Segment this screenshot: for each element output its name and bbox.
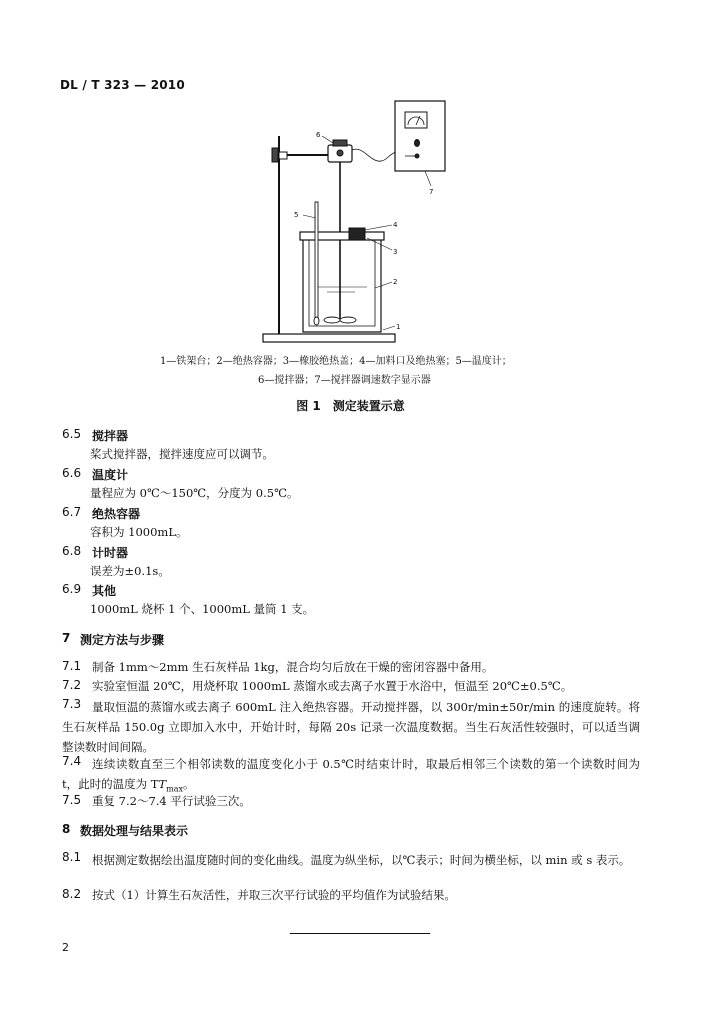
callout-3: 3 [393,248,398,256]
chapter-number: 8 [62,822,71,836]
item-text: 连续读数直至三个相邻读数的温度变化小于 0.5℃时结束计时，取最后相邻三个读数的第一个读数时间为 t，此时的温度为 $TT_{max}$。 [62,757,640,794]
item-text: 重复 7.2～7.4 平行试验三次。 [92,794,251,808]
callout-1: 1 [396,323,401,331]
footer-separator [290,933,430,934]
section-body: 误差为±0.1s。 [90,564,170,578]
feed-port-plug [349,228,365,240]
item-number: 7.5 [62,793,82,807]
section-title: 计时器 [92,546,129,560]
apparatus-diagram [255,98,455,348]
section-body: 容积为 1000mL。 [90,525,188,539]
section-number: 6.6 [62,466,82,480]
section-body: 桨式搅拌器，搅拌速度应可以调节。 [90,447,274,461]
standard-code-header: DL / T 323 — 2010 [60,78,185,92]
figure-caption-line2: 6—搅拌器；7—搅拌器调速数字显示器 [258,375,431,386]
item-text: 量取恒温的蒸馏水或去离子 600mL 注入绝热容器。开动搅拌器，以 300r/min±50r/min 的速度旋转。将生石灰样品 150.0g 立即加入水中，开始计时，每隔 20s 记录一次温度数据。当生石灰活性较强时，可以适当调整读数时间间隔。 [62,700,640,754]
item-text: 根据测定数据绘出温度随时间的变化曲线。温度为纵坐标，以℃表示；时间为横坐标，以 min 或 s 表示。 [92,853,631,867]
section-body: 量程应为 0℃～150℃，分度为 0.5℃。 [90,486,299,500]
callout-7: 7 [429,188,434,196]
item-number: 7.2 [62,678,82,692]
figure-title: 图 1 测定装置示意 [296,399,405,413]
iron-stand-base [263,334,395,342]
section-title: 搅拌器 [92,429,129,443]
item-text: 制备 1mm～2mm 生石灰样品 1kg，混合均匀后放在干燥的密闭容器中备用。 [92,660,494,674]
callout-6: 6 [316,131,321,139]
item-text: 按式（1）计算生石灰活性，并取三次平行试验的平均值作为试验结果。 [92,888,456,902]
section-title: 绝热容器 [92,507,141,521]
page-number: 2 [62,941,69,954]
section-title: 其他 [92,584,117,598]
callout-5: 5 [294,211,299,219]
callout-4: 4 [393,221,398,229]
chapter-title: 数据处理与结果表示 [80,824,189,838]
callout-2: 2 [393,278,398,286]
section-number: 6.8 [62,544,82,558]
section-body: 1000mL 烧杯 1 个、1000mL 量筒 1 支。 [90,602,315,616]
section-number: 6.9 [62,582,82,596]
item-number: 7.3 [62,697,82,711]
item-number: 8.1 [62,850,82,864]
chapter-number: 7 [62,631,71,645]
section-title: 温度计 [92,468,129,482]
rubber-lid [300,232,384,240]
section-number: 6.5 [62,427,82,441]
item-number: 8.2 [62,887,82,901]
item-number: 7.1 [62,659,82,673]
item-number: 7.4 [62,754,82,768]
section-number: 6.7 [62,505,82,519]
figure-caption-line1: 1—铁架台；2—绝热容器；3—橡胶绝热盖；4—加料口及绝热塞；5—温度计； [160,356,512,367]
thermometer [315,202,318,320]
chapter-title: 测定方法与步骤 [80,633,165,647]
item-text: 实验室恒温 20℃，用烧杯取 1000mL 蒸馏水或去离子水置于水浴中，恒温至 20℃±0.5℃。 [92,679,573,693]
